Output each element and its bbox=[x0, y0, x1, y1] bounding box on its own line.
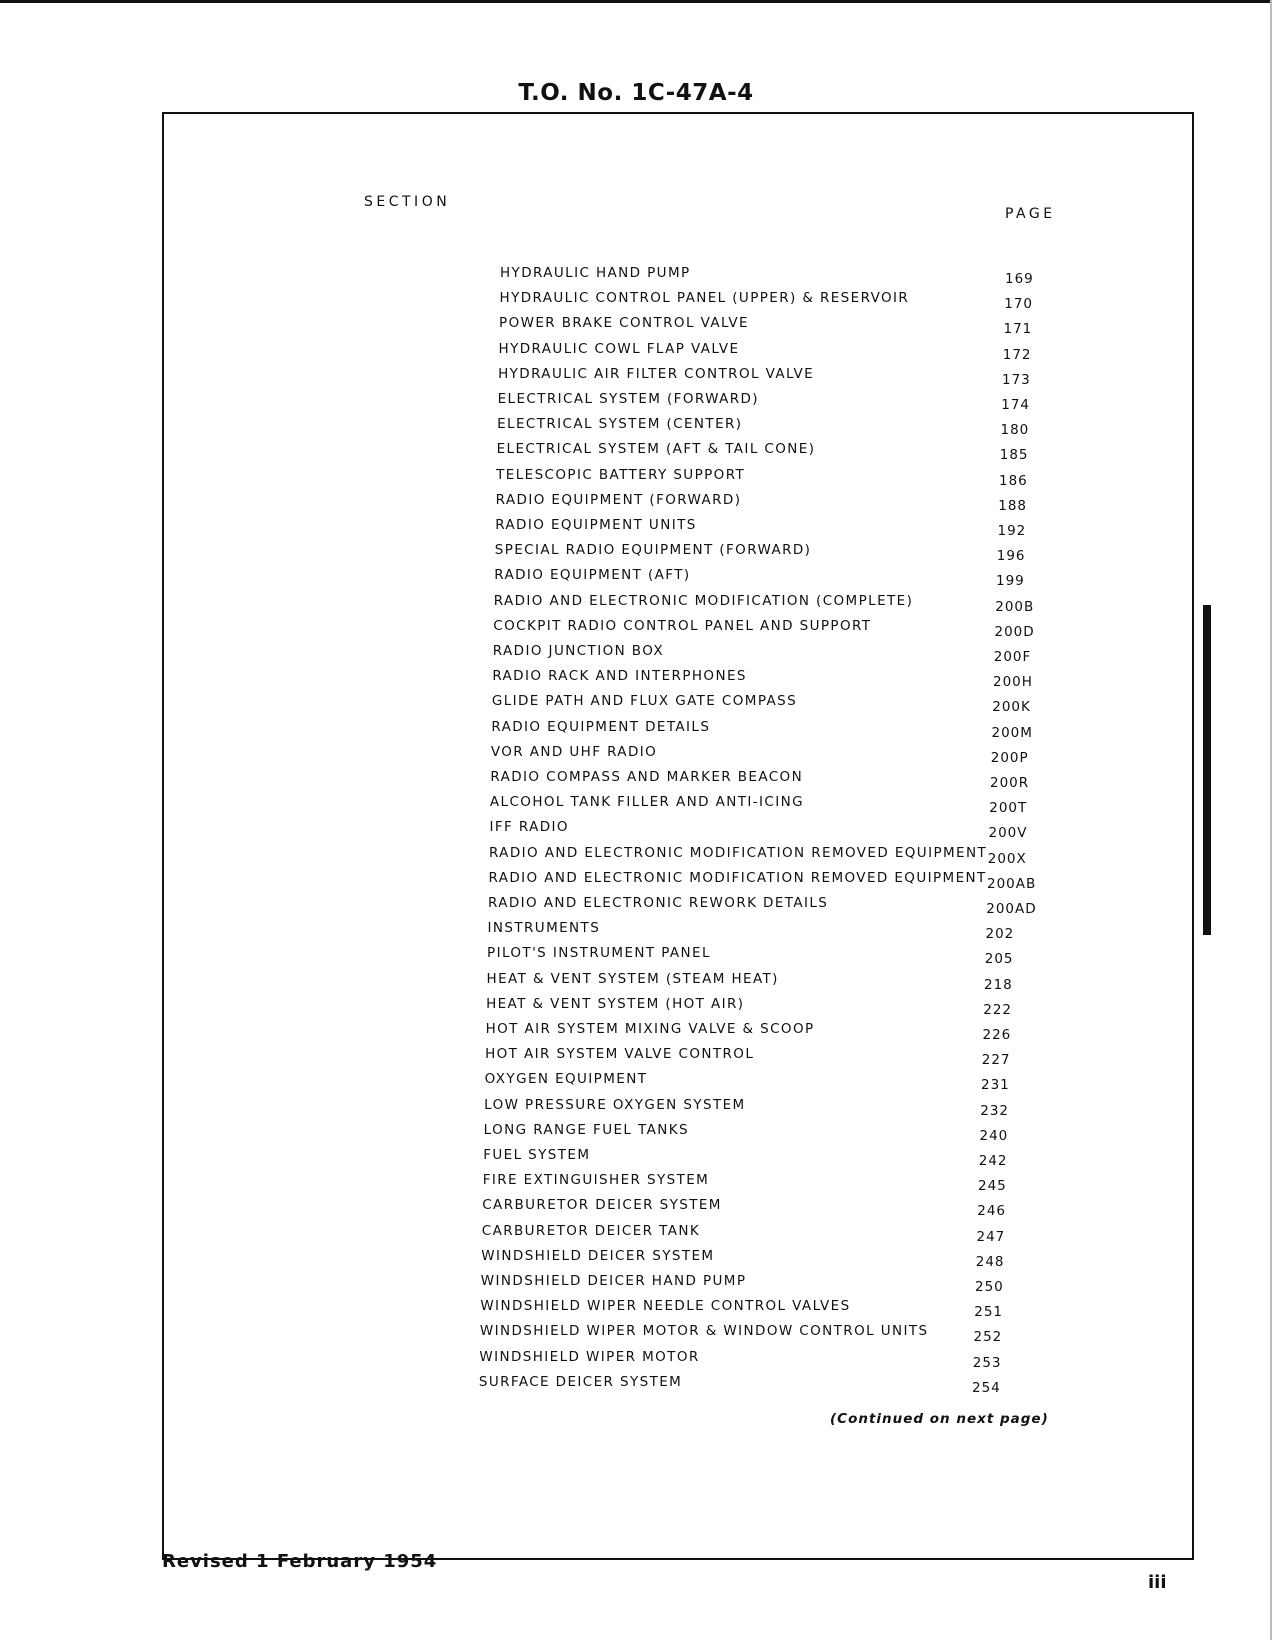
toc-row bbox=[0, 618, 1272, 640]
toc-row bbox=[0, 416, 1272, 438]
toc-entry-title: RADIO EQUIPMENT (AFT) bbox=[494, 567, 691, 584]
toc-row bbox=[0, 341, 1272, 363]
toc-entry-page: 188 bbox=[998, 497, 1028, 514]
toc-entry-page: 200X bbox=[987, 850, 1027, 867]
toc-entry-page: 253 bbox=[972, 1354, 1002, 1371]
toc-entry-title: RADIO AND ELECTRONIC MODIFICATION REMOVED EQUIPMENT bbox=[488, 844, 988, 861]
toc-entry-title: RADIO EQUIPMENT (FORWARD) bbox=[495, 491, 742, 508]
toc-entry-title: HEAT & VENT SYSTEM (STEAM HEAT) bbox=[486, 970, 779, 987]
toc-entry-page: 200AD bbox=[986, 901, 1037, 917]
toc-row bbox=[0, 895, 1272, 917]
toc-entry-title: HOT AIR SYSTEM MIXING VALVE & SCOOP bbox=[485, 1021, 815, 1037]
toc-row bbox=[0, 1298, 1272, 1320]
toc-entry-page: 254 bbox=[972, 1379, 1001, 1396]
toc-row bbox=[0, 593, 1272, 615]
revision-date: Revised 1 February 1954 bbox=[162, 1551, 438, 1572]
toc-entry-title: RADIO AND ELECTRONIC MODIFICATION REMOVED EQUIPMENT bbox=[488, 869, 987, 886]
toc-entry-title: RADIO EQUIPMENT DETAILS bbox=[491, 718, 711, 735]
toc-row bbox=[0, 1197, 1272, 1219]
toc-entry-title: COCKPIT RADIO CONTROL PANEL AND SUPPORT bbox=[493, 617, 872, 634]
toc-entry-page: 169 bbox=[1005, 271, 1034, 287]
toc-entry-page: 200F bbox=[993, 649, 1032, 665]
toc-entry-page: 202 bbox=[985, 926, 1015, 943]
toc-entry-page: 245 bbox=[978, 1178, 1007, 1195]
toc-entry-title: GLIDE PATH AND FLUX GATE COMPASS bbox=[491, 693, 798, 710]
toc-entry-page: 200P bbox=[990, 749, 1029, 766]
toc-entry-page: 248 bbox=[975, 1253, 1005, 1270]
toc-entry-page: 222 bbox=[983, 1001, 1013, 1018]
toc-row bbox=[0, 1172, 1272, 1194]
toc-row bbox=[0, 1122, 1272, 1144]
toc-entry-title: RADIO COMPASS AND MARKER BEACON bbox=[490, 769, 804, 785]
toc-entry-title: WINDSHIELD WIPER MOTOR bbox=[479, 1348, 700, 1365]
toc-entry-page: 250 bbox=[975, 1279, 1004, 1295]
page-number: iii bbox=[1148, 1572, 1167, 1593]
toc-row bbox=[0, 1021, 1272, 1043]
toc-row bbox=[0, 845, 1272, 867]
toc-entry-title: CARBURETOR DEICER SYSTEM bbox=[482, 1197, 722, 1214]
toc-row bbox=[0, 769, 1272, 791]
toc-entry-page: 200M bbox=[991, 724, 1033, 741]
toc-entry-page: 196 bbox=[996, 548, 1026, 565]
toc-entry-page: 246 bbox=[977, 1203, 1007, 1220]
revision-change-bar bbox=[1203, 605, 1211, 935]
toc-entry-page: 199 bbox=[996, 573, 1025, 590]
toc-entry-title: HYDRAULIC HAND PUMP bbox=[500, 265, 691, 281]
toc-entry-title: WINDSHIELD WIPER MOTOR & WINDOW CONTROL UNITS bbox=[479, 1323, 929, 1340]
toc-row bbox=[0, 1248, 1272, 1270]
toc-entry-page: 231 bbox=[981, 1077, 1010, 1094]
toc-row bbox=[0, 492, 1272, 514]
toc-row bbox=[0, 441, 1272, 463]
toc-row bbox=[0, 366, 1272, 388]
toc-row bbox=[0, 996, 1272, 1018]
toc-entry-page: 227 bbox=[981, 1052, 1011, 1069]
section-column-label: SECTION bbox=[364, 194, 451, 210]
toc-entry-page: 200K bbox=[992, 699, 1031, 716]
toc-entry-title: ALCOHOL TANK FILLER AND ANTI-ICING bbox=[489, 794, 804, 811]
toc-row bbox=[0, 719, 1272, 741]
toc-entry-title: HYDRAULIC COWL FLAP VALVE bbox=[498, 340, 740, 357]
toc-entry-title: INSTRUMENTS bbox=[487, 920, 601, 937]
toc-entry-title: HYDRAULIC AIR FILTER CONTROL VALVE bbox=[498, 365, 815, 382]
toc-entry-title: LOW PRESSURE OXYGEN SYSTEM bbox=[484, 1096, 746, 1113]
toc-row bbox=[0, 290, 1272, 312]
toc-entry-page: 200AB bbox=[987, 875, 1037, 892]
toc-row bbox=[0, 1273, 1272, 1295]
toc-row bbox=[0, 744, 1272, 766]
toc-entry-title: SPECIAL RADIO EQUIPMENT (FORWARD) bbox=[494, 542, 812, 559]
toc-entry-title: RADIO RACK AND INTERPHONES bbox=[492, 668, 747, 685]
continued-note: (Continued on next page) bbox=[830, 1411, 1049, 1427]
toc-entry-page: 252 bbox=[973, 1329, 1003, 1346]
toc-entry-title: HEAT & VENT SYSTEM (HOT AIR) bbox=[486, 995, 745, 1012]
toc-entry-page: 240 bbox=[979, 1127, 1009, 1144]
toc-entry-title: ELECTRICAL SYSTEM (AFT & TAIL CONE) bbox=[496, 441, 816, 458]
toc-row bbox=[0, 567, 1272, 589]
toc-entry-page: 180 bbox=[1000, 422, 1030, 439]
toc-row bbox=[0, 643, 1272, 665]
toc-row bbox=[0, 693, 1272, 715]
toc-row bbox=[0, 819, 1272, 841]
toc-entry-title: LONG RANGE FUEL TANKS bbox=[483, 1121, 689, 1138]
toc-entry-title: RADIO AND ELECTRONIC MODIFICATION (COMPLETE) bbox=[493, 592, 914, 609]
toc-entry-title: OXYGEN EQUIPMENT bbox=[484, 1071, 648, 1088]
toc-entry-page: 247 bbox=[976, 1228, 1006, 1245]
toc-row bbox=[0, 1349, 1272, 1371]
toc-row bbox=[0, 265, 1272, 287]
toc-entry-page: 218 bbox=[984, 976, 1013, 993]
toc-entry-page: 200T bbox=[989, 800, 1028, 817]
toc-row bbox=[0, 1374, 1272, 1396]
toc-row bbox=[0, 1046, 1272, 1068]
toc-row bbox=[0, 1071, 1272, 1093]
toc-row bbox=[0, 920, 1272, 942]
toc-entry-page: 232 bbox=[980, 1102, 1010, 1119]
toc-row bbox=[0, 870, 1272, 892]
toc-row bbox=[0, 391, 1272, 413]
toc-entry-page: 251 bbox=[974, 1304, 1004, 1321]
toc-entry-title: PILOT'S INSTRUMENT PANEL bbox=[487, 945, 711, 962]
toc-entry-page: 200H bbox=[993, 674, 1033, 691]
toc-entry-title: HYDRAULIC CONTROL PANEL (UPPER) & RESERVOIR bbox=[499, 290, 910, 307]
toc-entry-title: WINDSHIELD DEICER HAND PUMP bbox=[480, 1273, 747, 1289]
toc-entry-title: HOT AIR SYSTEM VALVE CONTROL bbox=[485, 1046, 755, 1063]
toc-entry-title: POWER BRAKE CONTROL VALVE bbox=[499, 315, 749, 332]
toc-entry-title: ELECTRICAL SYSTEM (CENTER) bbox=[497, 416, 743, 433]
toc-entry-title: FUEL SYSTEM bbox=[483, 1147, 591, 1163]
toc-row bbox=[0, 794, 1272, 816]
toc-row bbox=[0, 467, 1272, 489]
toc-entry-page: 205 bbox=[984, 951, 1014, 968]
toc-entry-page: 172 bbox=[1002, 346, 1032, 363]
toc-entry-page: 174 bbox=[1001, 397, 1031, 413]
toc-entry-page: 170 bbox=[1004, 296, 1034, 313]
toc-row bbox=[0, 1147, 1272, 1169]
toc-entry-page: 226 bbox=[982, 1027, 1012, 1043]
toc-row bbox=[0, 945, 1272, 967]
toc-row bbox=[0, 1323, 1272, 1345]
toc-entry-title: RADIO EQUIPMENT UNITS bbox=[495, 517, 697, 533]
toc-entry-title: WINDSHIELD WIPER NEEDLE CONTROL VALVES bbox=[480, 1298, 851, 1315]
toc-entry-page: 186 bbox=[999, 472, 1028, 489]
toc-entry-page: 171 bbox=[1003, 321, 1033, 338]
toc-row bbox=[0, 315, 1272, 337]
toc-entry-page: 173 bbox=[1002, 371, 1031, 388]
toc-entry-title: TELESCOPIC BATTERY SUPPORT bbox=[496, 466, 746, 483]
toc-entry-page: 242 bbox=[978, 1153, 1008, 1169]
toc-entry-title: ELECTRICAL SYSTEM (FORWARD) bbox=[497, 391, 759, 407]
toc-entry-page: 200D bbox=[994, 623, 1035, 640]
toc-entry-title: WINDSHIELD DEICER SYSTEM bbox=[481, 1247, 715, 1264]
document-title: T.O. No. 1C-47A-4 bbox=[518, 80, 754, 106]
toc-entry-page: 200B bbox=[995, 598, 1035, 615]
toc-row bbox=[0, 517, 1272, 539]
toc-entry-title: VOR AND UHF RADIO bbox=[490, 743, 658, 760]
page-column-label: PAGE bbox=[1005, 206, 1056, 222]
toc-entry-page: 192 bbox=[997, 523, 1027, 539]
toc-row bbox=[0, 1097, 1272, 1119]
toc-entry-title: RADIO AND ELECTRONIC REWORK DETAILS bbox=[488, 895, 829, 911]
toc-row bbox=[0, 1223, 1272, 1245]
toc-row bbox=[0, 971, 1272, 993]
toc-entry-title: IFF RADIO bbox=[489, 819, 569, 836]
toc-entry-title: RADIO JUNCTION BOX bbox=[492, 643, 665, 659]
toc-entry-page: 185 bbox=[999, 447, 1029, 464]
toc-entry-title: FIRE EXTINGUISHER SYSTEM bbox=[482, 1172, 710, 1189]
toc-entry-title: SURFACE DEICER SYSTEM bbox=[478, 1373, 683, 1390]
toc-row bbox=[0, 668, 1272, 690]
toc-entry-page: 200V bbox=[988, 825, 1028, 842]
toc-entry-page: 200R bbox=[990, 775, 1030, 791]
toc-row bbox=[0, 542, 1272, 564]
toc-entry-title: CARBURETOR DEICER TANK bbox=[481, 1222, 701, 1239]
